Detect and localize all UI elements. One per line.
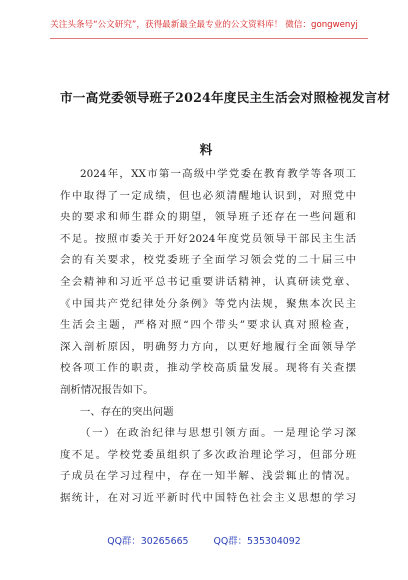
body-line: 深入剖析原因，明确努力方向，以更好地履行全面领导学 — [60, 340, 356, 353]
section-heading: 一、存在的突出问题 — [80, 405, 174, 418]
body-line: 校各项工作的职责，推动学校高质量发展。现将有关查摆 — [60, 362, 356, 375]
footer-contacts — [0, 533, 408, 547]
body-line: 央的要求和师生群众的期望，领导班子还存在一些问题和 — [60, 211, 356, 224]
header-divider — [50, 38, 368, 39]
footer-qq-1: QQ群：30265665 — [107, 536, 189, 547]
body-line: 据统计，在对习近平新时代中国特色社会主义思想的学习 — [60, 491, 356, 504]
body-line: 2024年，XX市第一高级中学党委在教育教学等各项工 — [80, 168, 356, 180]
body-line: 《中国共产党纪律处分条例》等党内法规，聚焦本次民主 — [60, 297, 356, 310]
body-line: 不足。按照市委关于开好2024年度党员领导干部民主生活 — [60, 232, 356, 245]
body-line: 度不足。学校党委虽组织了多次政治理论学习，但部分班 — [60, 448, 356, 461]
footer-qq-2: QQ群：535304092 — [213, 536, 301, 547]
body-line: （一）在政治纪律与思想引领方面。一是理论学习深 — [80, 427, 356, 440]
document-body — [60, 164, 356, 510]
body-line: 会的有关要求，校党委班子全面学习领会党的二十届三中 — [60, 254, 356, 267]
header-banner: 关注头条号“公文研究”，获得最新最全最专业的公文资料库！ 微信：gongwenyj — [50, 20, 358, 30]
body-line: 作中取得了一定成绩，但也必须清醒地认识到，对照党中 — [60, 189, 356, 202]
body-line: 全会精神和习近平总书记重要讲话精神，认真研读党章、 — [60, 275, 356, 288]
title-line-1: 市一高党委领导班子2024年度民主生活会对照检视发言材 — [60, 90, 391, 105]
title-line-2: 料 — [199, 142, 213, 157]
document-title — [60, 72, 391, 176]
body-line: 生活会主题，严格对照“四个带头”要求认真对照检查， — [60, 319, 356, 332]
body-line: 剖析情况报告如下。 — [60, 383, 154, 396]
body-line: 子成员在学习过程中，存在一知半解、浅尝辄止的情况。 — [60, 470, 356, 483]
